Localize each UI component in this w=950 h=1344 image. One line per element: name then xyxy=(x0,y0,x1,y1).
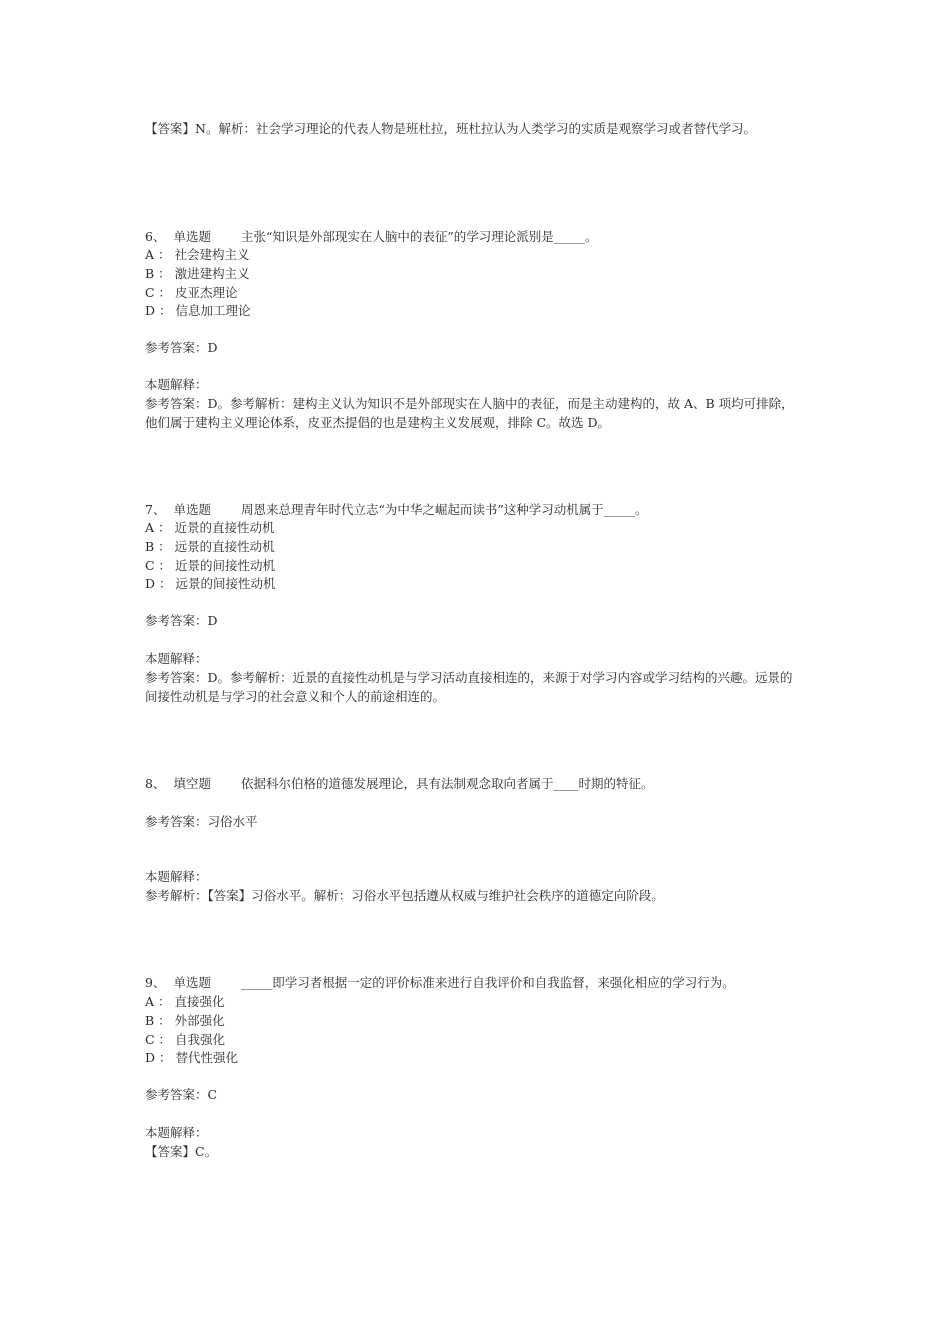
explanation-text: 参考答案：D。参考解析：建构主义认为知识不是外部现实在人脑中的表征，而是主动建构的，故 A、B 项均可排除，他们属于建构主义理论体系，皮亚杰提倡的也是建构主义发展观，排除 C。故选 D。 xyxy=(145,396,794,430)
question-number: 6、 xyxy=(145,229,166,244)
question-number: 7、 xyxy=(145,502,166,517)
option-a: A ： 直接强化 xyxy=(145,994,225,1009)
question-text: _____即学习者根据一定的评价标准来进行自我评价和自我监督，来强化相应的学习行为。 xyxy=(240,975,735,990)
option-d: D ： 信息加工理论 xyxy=(145,303,251,318)
option-b: B ： 外部强化 xyxy=(145,1013,225,1028)
explanation-text: 参考答案：D。参考解析：近景的直接性动机是与学习活动直接相连的，来源于对学习内容或学习结构的兴趣。远景的间接性动机是与学习的社会意义和个人的前途相连的。 xyxy=(145,670,793,704)
explanation-text: 【答案】C。 xyxy=(145,1144,218,1159)
question-text: 周恩来总理青年时代立志“为中华之崛起而读书”这种学习动机属于_____。 xyxy=(240,502,648,517)
question-type: 单选题 xyxy=(173,502,211,517)
explanation-title: 本题解释： xyxy=(145,651,208,666)
option-c: C ： 自我强化 xyxy=(145,1032,226,1047)
question-7-header xyxy=(145,500,648,519)
explanation-text: 参考解析：【答案】习俗水平。解析：习俗水平包括遵从权威与维护社会秩序的道德定向阶段。 xyxy=(145,888,664,903)
prev-answer-explanation: 【答案】N。解析：社会学习理论的代表人物是班杜拉，班杜拉认为人类学习的实质是观察学习或者替代学习。 xyxy=(145,121,756,136)
option-a: A ： 近景的直接性动机 xyxy=(145,520,275,535)
reference-answer: 参考答案：D xyxy=(145,613,218,628)
explanation-title: 本题解释： xyxy=(145,1125,208,1140)
question-text: 依据科尔伯格的道德发展理论，具有法制观念取向者属于____时期的特征。 xyxy=(240,776,654,791)
reference-answer: 参考答案：习俗水平 xyxy=(145,814,258,829)
question-number: 8、 xyxy=(145,776,166,791)
reference-answer: 参考答案：D xyxy=(145,340,218,355)
option-d: D ： 远景的间接性动机 xyxy=(145,576,276,591)
option-b: B ： 远景的直接性动机 xyxy=(145,539,275,554)
question-6-header xyxy=(145,227,598,246)
option-c: C ： 近景的间接性动机 xyxy=(145,558,276,573)
option-b: B ： 激进建构主义 xyxy=(145,266,250,281)
question-9-header xyxy=(145,973,735,992)
question-type: 填空题 xyxy=(173,776,211,791)
question-number: 9、 xyxy=(145,975,166,990)
question-text: 主张“知识是外部现实在人脑中的表征”的学习理论派别是_____。 xyxy=(240,229,598,244)
option-d: D ： 替代性强化 xyxy=(145,1050,238,1065)
question-8-header xyxy=(145,774,653,793)
question-type: 单选题 xyxy=(173,975,211,990)
question-type: 单选题 xyxy=(173,229,211,244)
explanation-title: 本题解释： xyxy=(145,869,208,884)
option-a: A ： 社会建构主义 xyxy=(145,247,250,262)
reference-answer: 参考答案：C xyxy=(145,1087,218,1102)
explanation-title: 本题解释： xyxy=(145,377,208,392)
option-c: C ： 皮亚杰理论 xyxy=(145,285,238,300)
